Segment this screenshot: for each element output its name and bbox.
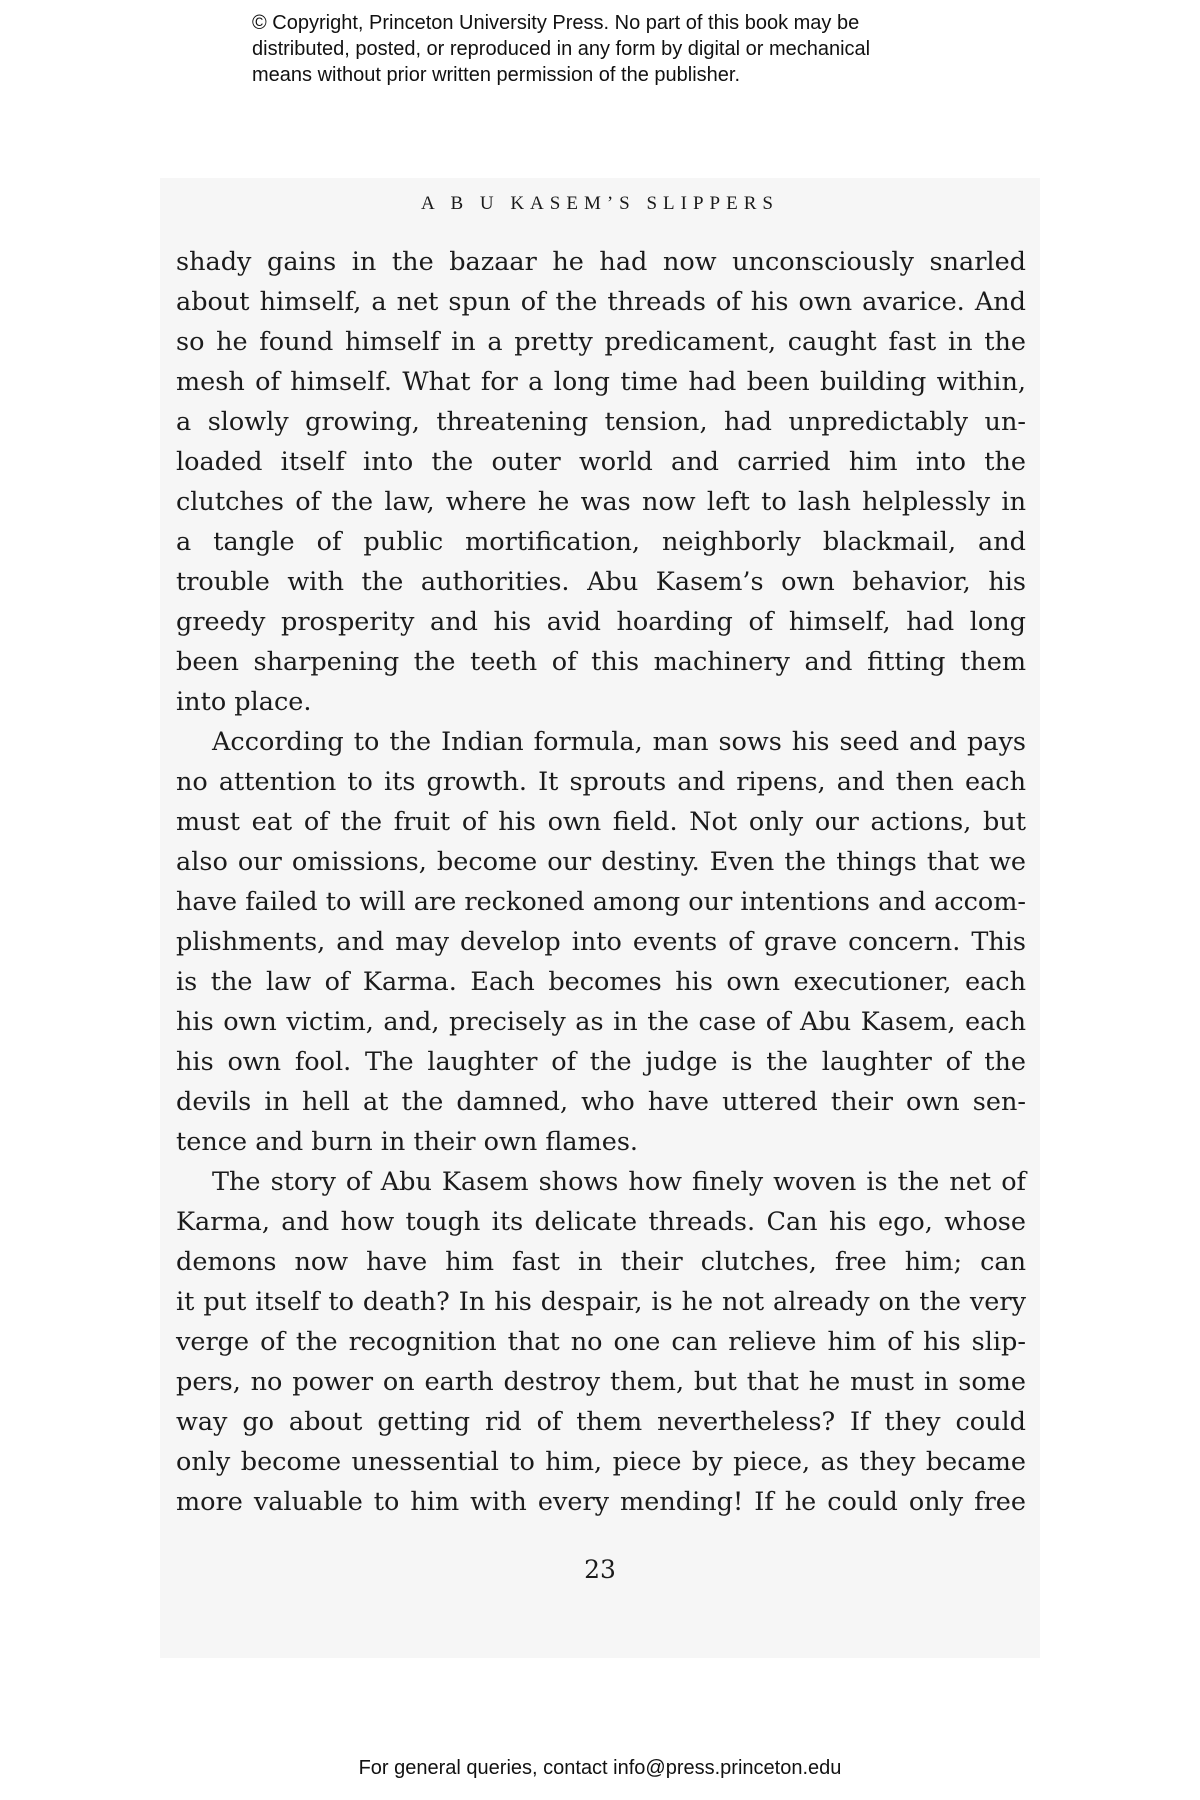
copyright-line: distributed, posted, or reproduced in any form by digital or mechanical [252, 38, 871, 60]
page-number: 23 [584, 1555, 616, 1584]
body-text [176, 242, 1026, 1522]
text-line: his own fool. The laughter of the judge is the laughter of the [176, 1047, 1026, 1077]
text-line: must eat of the fruit of his own field. Not only our actions, but [176, 807, 1026, 837]
text-line: into place. [176, 687, 312, 717]
text-line: about himself, a net spun of the threads of his own avarice. And [176, 287, 1026, 317]
text-line: mesh of himself. What for a long time had been building within, [176, 367, 1026, 397]
text-line: way go about getting rid of them nevertheless? If they could [176, 1407, 1026, 1437]
text-line: verge of the recognition that no one can relieve him of his slip- [176, 1327, 1026, 1357]
paragraph [176, 242, 1026, 722]
text-line: it put itself to death? In his despair, is he not already on the very [176, 1287, 1026, 1317]
text-line: plishments, and may develop into events of grave concern. This [176, 927, 1026, 957]
text-line: more valuable to him with every mending! If he could only free [176, 1487, 1026, 1517]
text-line: been sharpening the teeth of this machinery and fitting them [176, 647, 1026, 677]
text-line: pers, no power on earth destroy them, but that he must in some [176, 1367, 1026, 1397]
text-line: have failed to will are reckoned among our intentions and accom- [176, 887, 1027, 917]
text-line: The story of Abu Kasem shows how finely woven is the net of [212, 1167, 1026, 1197]
text-line: trouble with the authorities. Abu Kasem’s own behavior, his [176, 567, 1026, 597]
text-line: so he found himself in a pretty predicament, caught fast in the [176, 327, 1026, 357]
text-line: loaded itself into the outer world and carried him into the [176, 447, 1026, 477]
text-line: demons now have him fast in their clutches, free him; can [176, 1247, 1026, 1277]
text-line: clutches of the law, where he was now left to lash helplessly in [176, 487, 1026, 517]
copyright-line: © Copyright, Princeton University Press. No part of this book may be [252, 12, 860, 34]
text-line: devils in hell at the damned, who have uttered their own sen- [176, 1087, 1026, 1117]
text-line: his own victim, and, precisely as in the case of Abu Kasem, each [176, 1007, 1026, 1037]
text-line: also our omissions, become our destiny. Even the things that we [176, 847, 1026, 877]
running-head: A B U KASEM’S SLIPPERS [421, 193, 779, 214]
copyright-notice [252, 10, 1012, 88]
copyright-line: means without prior written permission of the publisher. [252, 64, 741, 86]
text-line: greedy prosperity and his avid hoarding of himself, had long [176, 607, 1026, 637]
footer-contact: For general queries, contact info@press.princeton.edu [358, 1757, 842, 1779]
text-line: is the law of Karma. Each becomes his own executioner, each [176, 967, 1026, 997]
text-line: tence and burn in their own flames. [176, 1127, 639, 1157]
paragraph [176, 722, 1026, 1162]
text-line: only become unessential to him, piece by piece, as they became [176, 1447, 1026, 1477]
paragraph [176, 1162, 1026, 1522]
text-line: shady gains in the bazaar he had now unconsciously snarled [176, 247, 1026, 277]
text-line: no attention to its growth. It sprouts and ripens, and then each [176, 767, 1026, 797]
text-line: According to the Indian formula, man sows his seed and pays [212, 727, 1026, 757]
text-line: Karma, and how tough its delicate threads. Can his ego, whose [176, 1207, 1026, 1237]
text-line: a slowly growing, threatening tension, had unpredictably un- [176, 407, 1026, 437]
text-line: a tangle of public mortification, neighborly blackmail, and [176, 527, 1026, 557]
